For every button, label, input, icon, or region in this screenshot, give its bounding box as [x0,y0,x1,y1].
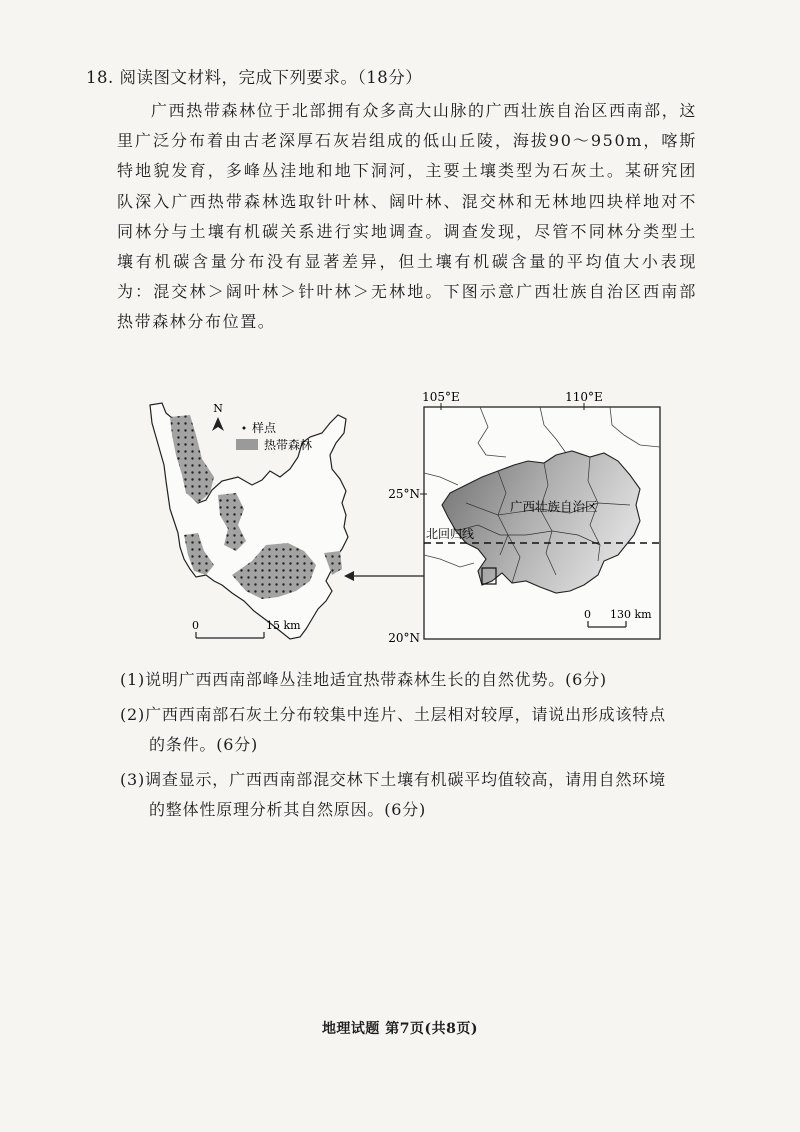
maps-figure [0,385,800,650]
subquestion-1-text: (1)说明广西西南部峰丛洼地适宜热带森林生长的自然优势。(6分) [120,670,607,689]
legend-forest-label: 热带森林 [264,438,313,452]
left-scale-end: 15 km [266,619,301,632]
subquestion-1 [120,665,607,695]
question-title: 阅读图文材料，完成下列要求。（18分） [119,68,423,87]
left-scale-zero: 0 [192,619,199,632]
subquestion-3-text: (3)调查显示，广西西南部混交林下土壤有机碳平均值较高，请用自然环境 [120,770,666,789]
north-label: N [213,402,223,415]
question-number: 18. [86,68,114,87]
north-arrow [212,402,224,431]
material-text: 广西热带森林位于北部拥有众多高大山脉的广西壮族自治区西南部，这里广泛分布着由古老深厚石灰岩组成的低山丘陵，海拔90～950m，喀斯特地貌发育，多峰丛洼地和地下洞河，主要土壤类型为石灰土。某研究团队深入广西热带森林选取针叶林、阔叶林、混交林和无林地四块样地对不同林分与土壤有机碳关系进行实地调查。调查发现，尽管不同林分类型土壤有机碳含量分布没有显著差异，但土壤有机碳含量的平均值大小表现为：混交林＞阔叶林＞针叶林＞无林地。下图示意广西壮族自治区西南部热带森林分布位置。 [117,101,697,332]
sample-point-symbol [243,427,246,430]
lon-110-label: 110°E [565,390,603,404]
question-heading [86,64,422,88]
tropic-label: 北回归线 [426,527,475,541]
subquestion-3-text-cont: 的整体性原理分析其自然原因。(6分) [149,800,427,819]
subquestion-3 [120,765,666,825]
right-scale-zero: 0 [584,608,591,621]
material-paragraph [117,96,697,338]
right-scale-end: 130 km [610,608,652,621]
region-label: 广西壮族自治区 [510,499,598,514]
right-map [388,390,660,645]
subquestion-2-text-cont: 的条件。(6分) [149,735,259,754]
lon-105-label: 105°E [422,390,460,404]
subquestion-2 [120,700,666,760]
lat-20-label: 20°N [388,631,420,645]
legend-sample-label: 样点 [252,421,277,435]
left-map [150,402,348,639]
page-footer: 地理试题 第7页(共8页) [321,1021,479,1037]
subquestion-2-text: (2)广西西南部石灰土分布较集中连片、土层相对较厚，请说出形成该特点 [120,705,666,724]
lat-25-label: 25°N [388,487,420,501]
forest-legend-swatch [236,439,258,450]
